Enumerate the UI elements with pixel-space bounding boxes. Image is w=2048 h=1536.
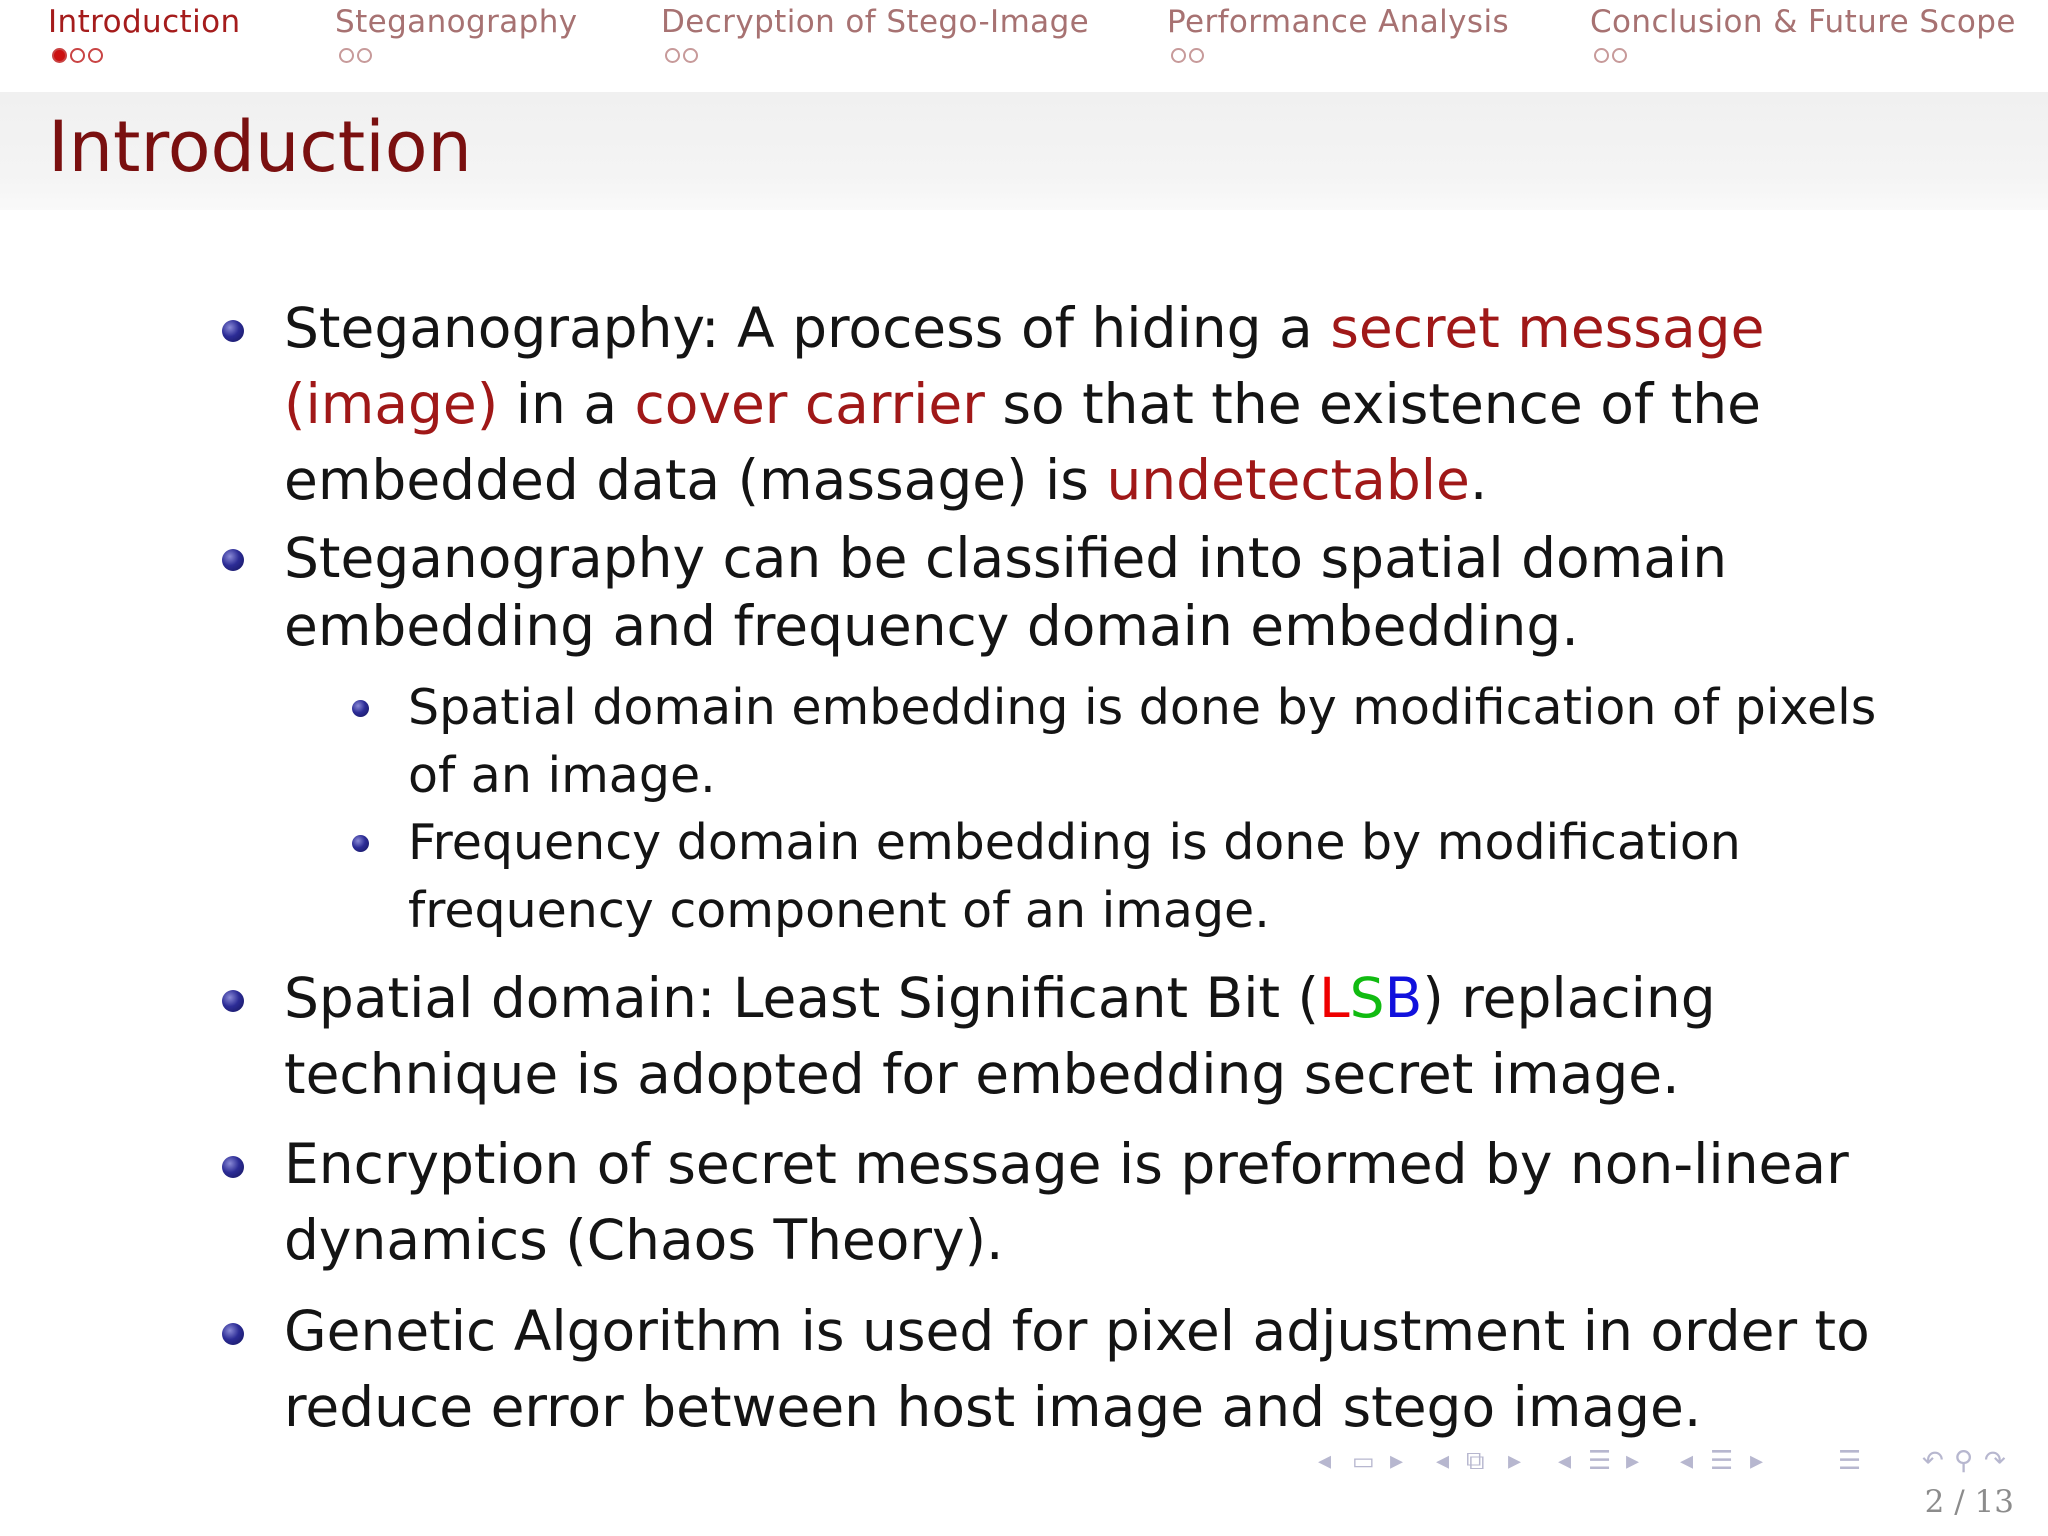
page-number: 2 / 13 xyxy=(1924,1484,2014,1520)
lsb-letter-l: L xyxy=(1319,966,1350,1030)
nav-section-label[interactable]: Steganography xyxy=(335,4,578,40)
search-icon[interactable]: ⚲ xyxy=(1954,1446,1974,1476)
sub-bullet-item-frequency xyxy=(408,809,1908,945)
nav-section-label[interactable]: Conclusion & Future Scope xyxy=(1590,4,2016,40)
lsb-letter-s: S xyxy=(1349,966,1385,1030)
bullet-item-encryption xyxy=(284,1126,1904,1278)
next-slide-icon[interactable]: ▸ xyxy=(1390,1446,1404,1476)
subsection-dot[interactable] xyxy=(1594,48,1609,63)
bullet-item-genetic-algorithm xyxy=(284,1293,1904,1445)
nav-section-label[interactable]: Decryption of Stego-Image xyxy=(661,4,1090,40)
nav-section-introduction[interactable] xyxy=(48,4,241,63)
forward-icon[interactable]: ↷ xyxy=(1984,1446,2006,1476)
sub-bullet-item-spatial xyxy=(408,674,1908,810)
subsection-dots xyxy=(1171,48,1509,63)
subsection-dots xyxy=(52,48,241,63)
bullet-item-lsb xyxy=(284,960,1904,1112)
bullet-text: ) replacing technique is adopted for embedding secret image. xyxy=(284,966,1716,1106)
bullet-text: Encryption of secret message is preformed by non-linear dynamics (Chaos Theory). xyxy=(284,1132,1849,1272)
bullet-icon xyxy=(222,320,244,342)
bullet-icon xyxy=(222,549,244,571)
nav-section-decryption[interactable] xyxy=(661,4,1089,63)
nav-section-performance-analysis[interactable] xyxy=(1167,4,1509,63)
lsb-letter-b: B xyxy=(1384,966,1423,1030)
bullet-icon xyxy=(222,1156,244,1178)
frame-icon[interactable]: ⧉ xyxy=(1466,1446,1485,1476)
subsection-dot-current[interactable] xyxy=(52,48,67,63)
subsection-dot[interactable] xyxy=(357,48,372,63)
section-navigation-bar xyxy=(0,0,2048,92)
subsection-dot[interactable] xyxy=(665,48,680,63)
subsection-dot[interactable] xyxy=(1612,48,1627,63)
bullet-text: so that the existence of the embedded data (massage) is xyxy=(284,372,1761,512)
previous-frame-icon[interactable]: ◂ xyxy=(1436,1446,1450,1476)
subsection-dots xyxy=(339,48,577,63)
subsection-dot[interactable] xyxy=(1171,48,1186,63)
bullet-text: Genetic Algorithm is used for pixel adjustment in order to reduce error between host image and stego image. xyxy=(284,1299,1870,1439)
sub-bullet-icon xyxy=(352,835,369,852)
nav-section-label[interactable]: Introduction xyxy=(48,4,241,40)
frame-title-bar xyxy=(0,92,2048,210)
sub-bullet-text: Frequency domain embedding is done by modification frequency component of an image. xyxy=(408,814,1741,939)
subsection-dot[interactable] xyxy=(339,48,354,63)
sub-bullet-icon xyxy=(352,700,369,717)
next-frame-icon[interactable]: ▸ xyxy=(1508,1446,1522,1476)
subsection-dot[interactable] xyxy=(70,48,85,63)
subsection-dot[interactable] xyxy=(683,48,698,63)
highlight-text: undetectable xyxy=(1106,448,1470,512)
subsection-dot[interactable] xyxy=(88,48,103,63)
bullet-text: Steganography can be classified into spatial domain embedding and frequency domain embedding. xyxy=(284,526,1728,658)
beamer-navigation-symbols xyxy=(1318,1443,2038,1479)
subsection-dots xyxy=(665,48,1089,63)
bullet-text: Steganography: A process of hiding a xyxy=(284,296,1331,360)
bullet-text: Spatial domain: Least Significant Bit ( xyxy=(284,966,1320,1030)
bullet-text: in a xyxy=(498,372,635,436)
back-icon[interactable]: ↶ xyxy=(1922,1446,1944,1476)
nav-section-label[interactable]: Performance Analysis xyxy=(1167,4,1510,40)
highlight-text: cover carrier xyxy=(634,372,985,436)
nav-section-steganography[interactable] xyxy=(335,4,577,63)
bullet-icon xyxy=(222,1323,244,1345)
section-icon[interactable]: ☰ xyxy=(1710,1446,1734,1476)
previous-subsection-icon[interactable]: ◂ xyxy=(1558,1446,1572,1476)
document-outline-icon[interactable]: ☰ xyxy=(1838,1446,1862,1476)
highlight-text: secret message (image) xyxy=(284,296,1765,436)
bullet-item-steganography-definition xyxy=(284,290,1904,518)
frame-title: Introduction xyxy=(48,106,472,188)
bullet-item-classification xyxy=(284,524,1904,660)
next-section-icon[interactable]: ▸ xyxy=(1750,1446,1764,1476)
slide-icon[interactable]: ▭ xyxy=(1352,1447,1375,1475)
subsection-dot[interactable] xyxy=(1189,48,1204,63)
previous-slide-icon[interactable]: ◂ xyxy=(1318,1446,1332,1476)
bullet-text: . xyxy=(1469,448,1488,512)
previous-section-icon[interactable]: ◂ xyxy=(1680,1446,1694,1476)
nav-section-conclusion[interactable] xyxy=(1590,4,2016,63)
subsection-icon[interactable]: ☰ xyxy=(1588,1446,1612,1476)
next-subsection-icon[interactable]: ▸ xyxy=(1626,1446,1640,1476)
sub-bullet-text: Spatial domain embedding is done by modification of pixels of an image. xyxy=(408,679,1877,804)
subsection-dots xyxy=(1594,48,2016,63)
bullet-icon xyxy=(222,990,244,1012)
